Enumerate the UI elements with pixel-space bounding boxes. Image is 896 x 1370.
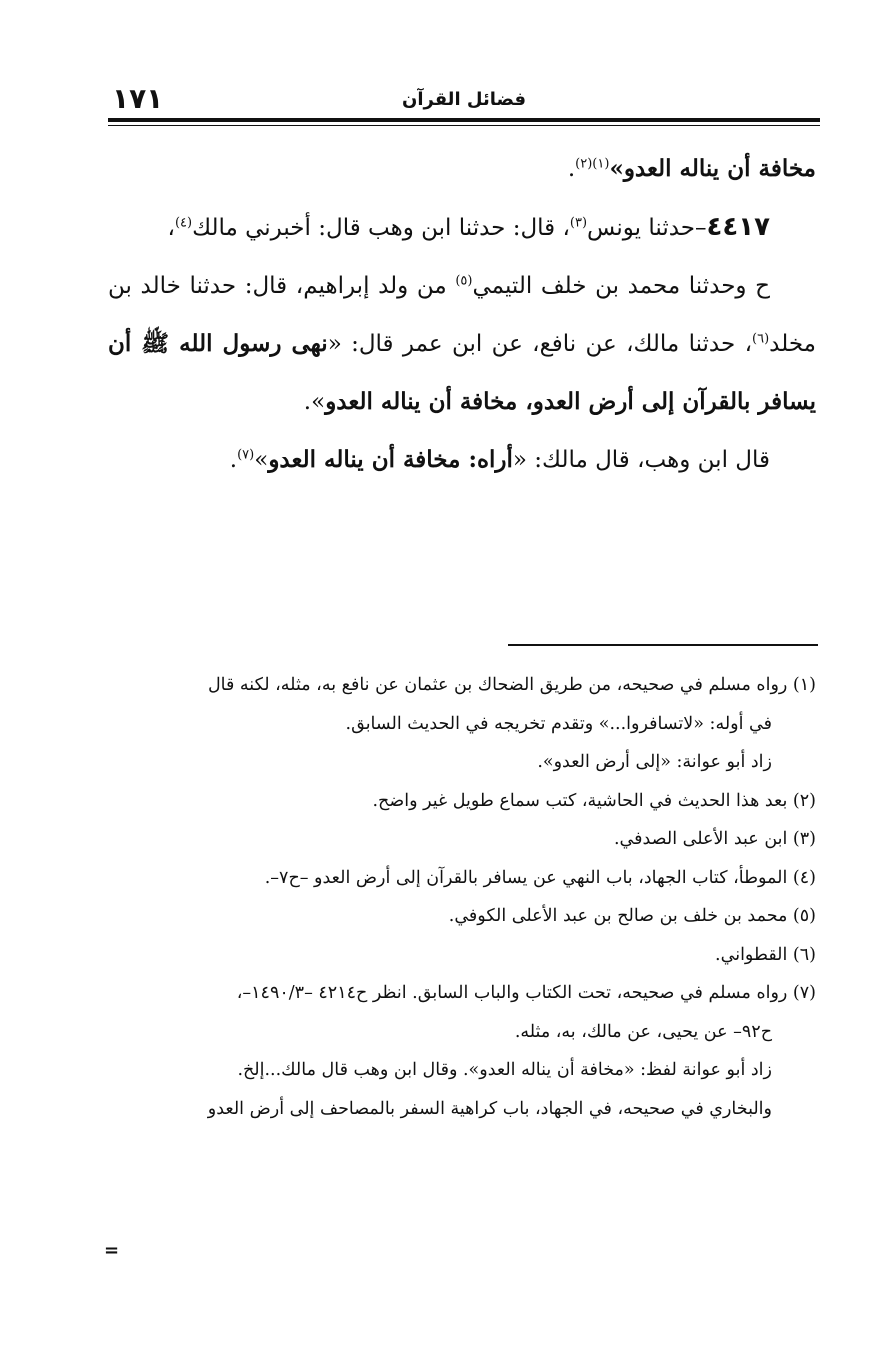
p4-end: . (229, 447, 238, 473)
page-header (108, 82, 820, 118)
p4-text-b: » (254, 447, 269, 473)
footnote-ref: (٥) (455, 273, 473, 289)
footnote-5: (٥) محمد بن خلف بن صالح بن عبد الأعلى الكوفي. (448, 906, 816, 926)
paragraph-1 (108, 140, 816, 198)
p3-hadith-matn: نهى رسول الله ﷺ أن يسافر بالقرآن إلى أرض العدو، مخافة أن يناله العدو (108, 330, 816, 415)
footnote-7-line-4: والبخاري في صحيحه، في الجهاد، باب كراهية السفر بالمصاحف إلى أرض العدو (207, 1098, 772, 1119)
p1-end: . (567, 156, 576, 182)
p2-text-b: ، قال: حدثنا ابن وهب قال: أخبرني مالك (192, 215, 570, 241)
footnote-separator (508, 644, 818, 646)
footnote-1-line-2: في أوله: «لاتسافروا...» وتقدم تخريجه في الحديث السابق. (345, 713, 772, 734)
hadith-number: ٤٤١٧ (706, 212, 770, 242)
footnote-4: (٤) الموطأ، كتاب الجهاد، باب النهي عن يسافر بالقرآن إلى أرض العدو –ح٧–. (264, 867, 816, 888)
paragraph-3 (108, 257, 816, 431)
main-text (108, 140, 816, 489)
footnote-2: (٢) بعد هذا الحديث في الحاشية، كتب سماع طويل غير واضح. (372, 790, 816, 811)
footnote-1-line-1: (١) رواه مسلم في صحيحه، من طريق الضحاك بن عثمان عن نافع به، مثله، لكنه قال (207, 675, 816, 695)
footnote-ref: (٣) (569, 215, 588, 231)
continuation-mark: = (104, 1240, 120, 1261)
footnotes (104, 666, 816, 1128)
paragraph-2 (108, 198, 816, 257)
footnote-6: (٦) القطواني. (715, 944, 816, 965)
p3-text-a: ح وحدثنا محمد بن خلف التيمي (472, 273, 771, 299)
footnote-ref: (٧) (237, 447, 255, 463)
footnote-ref: (١)(٢) (575, 156, 610, 172)
p2-text-a: –حدثنا يونس (587, 215, 707, 241)
p1-text: مخافة أن يناله العدو» (609, 155, 816, 182)
p3-end: ». (303, 389, 326, 415)
footnote-7-line-3: زاد أبو عوانة لفظ: «مخافة أن يناله العدو». وقال ابن وهب قال مالك...إلخ. (237, 1060, 772, 1080)
paragraph-4 (108, 431, 816, 489)
running-title: فضائل القرآن (402, 89, 526, 110)
footnote-7-line-2: ح٩٢– عن يحيى، عن مالك، به، مثله. (514, 1021, 772, 1042)
page-number: ١٧١ (112, 82, 164, 115)
p4-text-a: قال ابن وهب، قال مالك: « (512, 447, 770, 473)
footnote-1-line-3: زاد أبو عوانة: «إلى أرض العدو». (537, 752, 772, 772)
footnote-3: (٣) ابن عبد الأعلى الصدفي. (613, 829, 816, 849)
footnote-ref: (٦) (752, 331, 770, 347)
p2-text-c: ، (167, 215, 175, 241)
footnote-ref: (٤) (174, 215, 193, 231)
footnote-7-line-1: (٧) رواه مسلم في صحيحه، تحت الكتاب والباب السابق. انظر ح٤٢١٤ –١٤٩٠/٣–، (236, 983, 816, 1003)
p3-text-c: ، حدثنا مالك، عن نافع، عن ابن عمر قال: « (327, 331, 752, 357)
p4-bold: أراه: مخافة أن يناله العدو (268, 446, 513, 473)
p3-text-b: من ولد إبراهيم، قال: حدثنا خالد بن مخلد (108, 273, 816, 357)
header-rule-thin (108, 125, 820, 126)
header-rule-thick (108, 118, 820, 122)
